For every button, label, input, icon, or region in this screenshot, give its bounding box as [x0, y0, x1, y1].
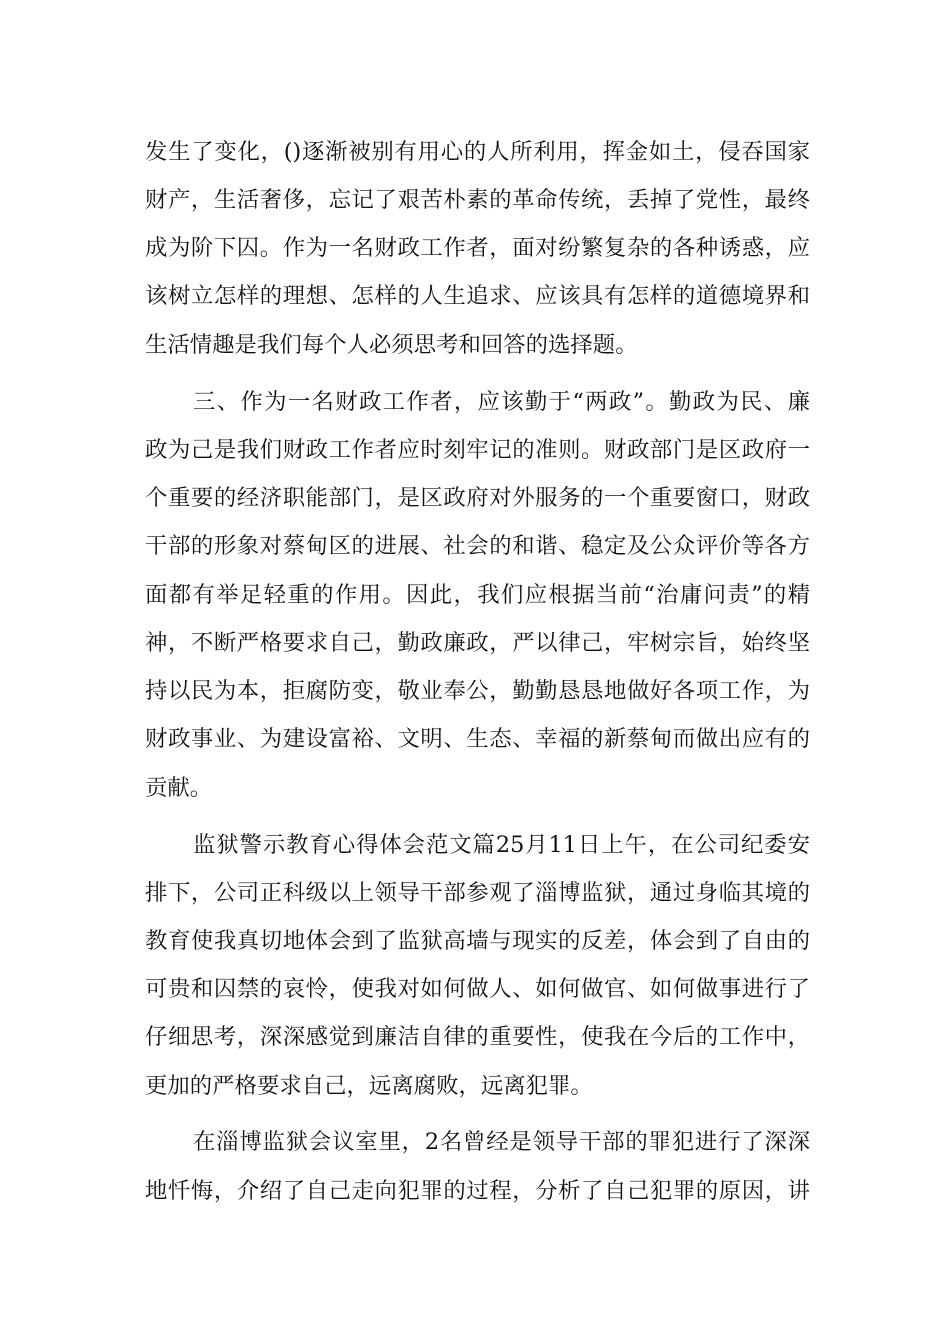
text-line: 神，不断严格要求自己，勤政廉政，严以律己，牢树宗旨，始终坚 [145, 630, 810, 656]
paragraph-end-line: 更加的严格要求自己，远离腐败，远离犯罪。 [145, 1073, 593, 1099]
paragraph-first-line: 三、作为一名财政工作者，应该勤于“两政”。勤政为民、廉 [193, 389, 810, 415]
text-line: 财产，生活奢侈，忘记了艰苦朴素的革命传统，丢掉了党性，最终 [145, 187, 810, 213]
text-line: 仔细思考，深深感觉到廉洁自律的重要性，使我在今后的工作中， [145, 1024, 810, 1050]
paragraph-end-line: 生活情趣是我们每个人必须思考和回答的选择题。 [145, 332, 638, 358]
text-line: 干部的形象对蔡甸区的进展、社会的和谐、稳定及公众评价等各方 [145, 533, 810, 559]
text-line: 该树立怎样的理想、怎样的人生追求、应该具有怎样的道德境界和 [145, 283, 810, 309]
text-line: 政为己是我们财政工作者应时刻牢记的准则。财政部门是区政府一 [145, 437, 810, 463]
text-line: 发生了变化，()逐渐被别有用心的人所利用，挥金如土，侵吞国家 [145, 139, 810, 165]
paragraph-end-line: 贡献。 [145, 775, 213, 801]
text-line: 持以民为本，拒腐防变，敬业奉公，勤勤恳恳地做好各项工作，为 [145, 678, 810, 704]
text-line: 排下，公司正科级以上领导干部参观了淄博监狱，通过身临其境的 [145, 880, 810, 906]
paragraph-first-line: 在淄博监狱会议室里，2名曾经是领导干部的罪犯进行了深深 [193, 1129, 810, 1155]
text-line: 地忏悔，介绍了自己走向犯罪的过程，分析了自己犯罪的原因，讲 [145, 1178, 810, 1204]
text-line: 教育使我真切地体会到了监狱高墙与现实的反差，体会到了自由的 [145, 928, 810, 954]
text-line: 个重要的经济职能部门，是区政府对外服务的一个重要窗口，财政 [145, 485, 810, 511]
text-line: 财政事业、为建设富裕、文明、生态、幸福的新蔡甸而做出应有的 [145, 726, 810, 752]
text-line: 可贵和囚禁的哀怜，使我对如何做人、如何做官、如何做事进行了 [145, 976, 810, 1002]
text-line: 面都有举足轻重的作用。因此，我们应根据当前“治庸问责”的精 [145, 582, 810, 608]
text-line: 成为阶下囚。作为一名财政工作者，面对纷繁复杂的各种诱惑，应 [145, 235, 810, 261]
paragraph-first-line: 监狱警示教育心得体会范文篇25月11日上午，在公司纪委安 [193, 832, 810, 858]
